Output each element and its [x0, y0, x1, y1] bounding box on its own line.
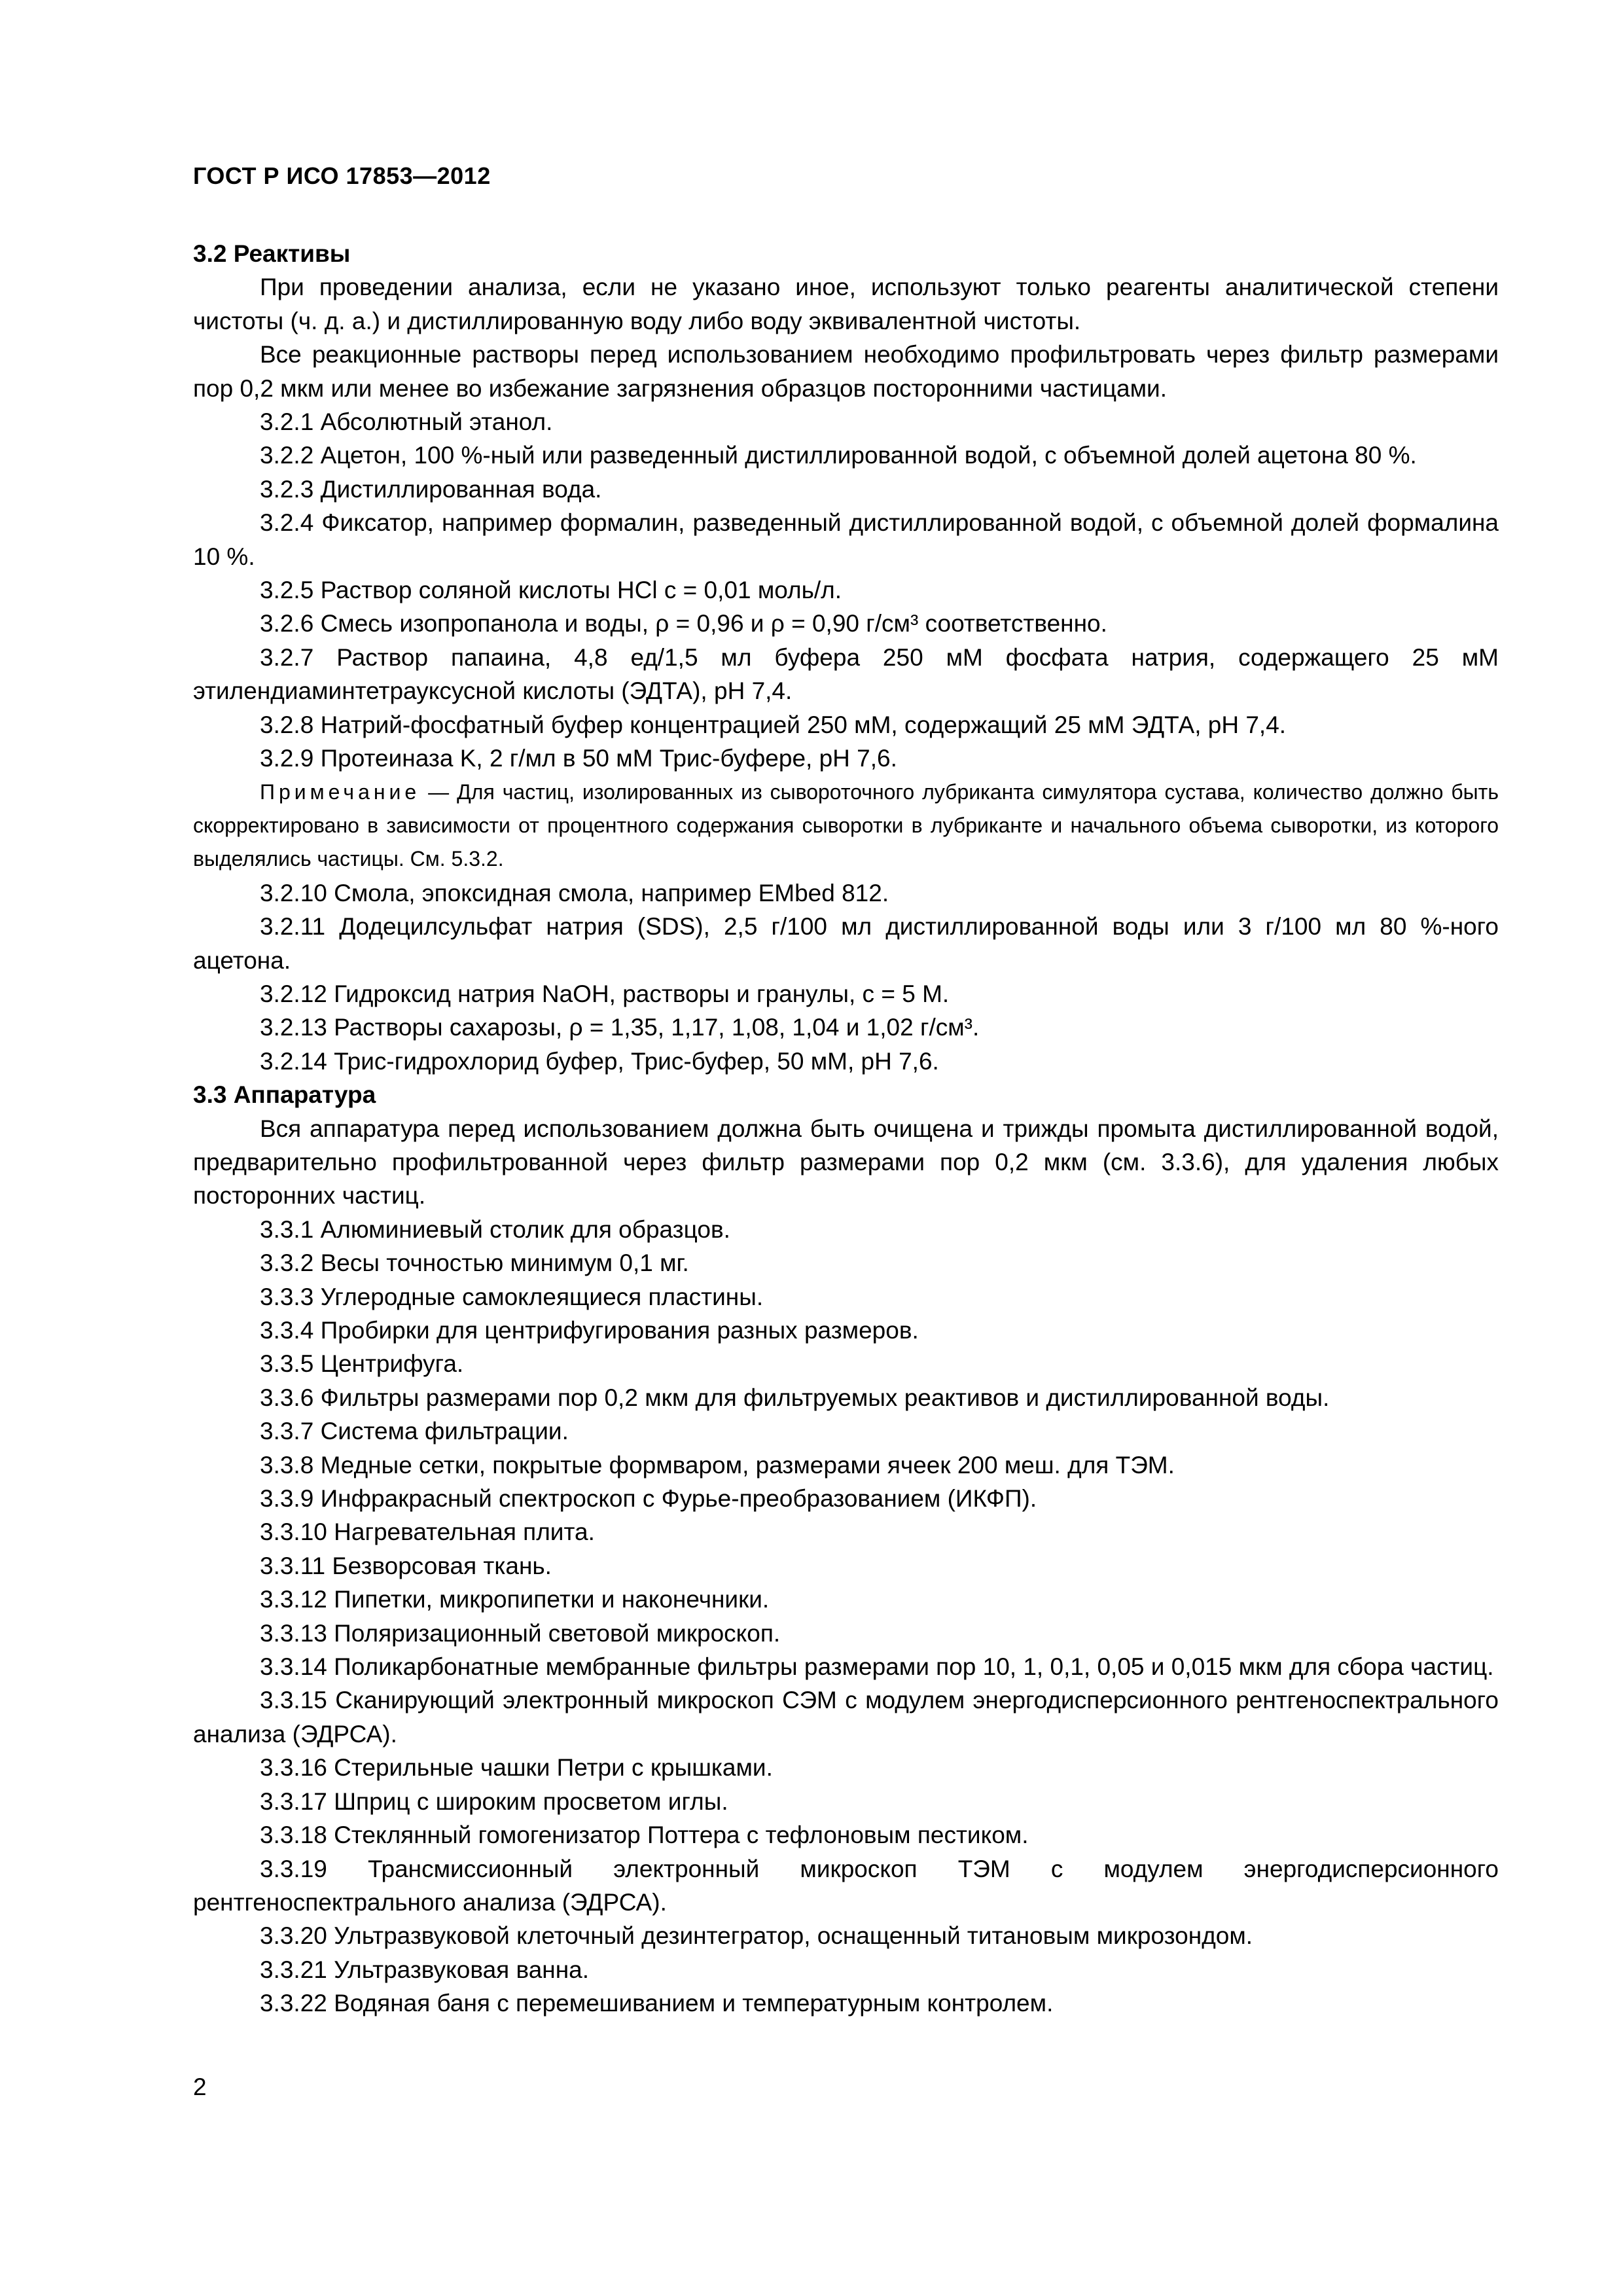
- note-text: — Для частиц, изолированных из сывороточного лубриканта симулятора сустава, количество должно быть скорректировано в зависимости от процентного содержания сыворотки в лубриканте и начального объема сыворотки, из которого выделялись частицы. См. 5.3.2.: [193, 780, 1499, 871]
- paragraph: Вся аппаратура перед использованием должна быть очищена и трижды промыта дистиллированной водой, предварительно профильтрованной через фильтр размерами пор 0,2 мкм (см. 3.3.6), для удаления любых посторонних частиц.: [193, 1115, 1499, 1210]
- list-item: 3.3.8 Медные сетки, покрытые формваром, размерами ячеек 200 меш. для ТЭМ.: [260, 1451, 1175, 1479]
- document-body: [193, 237, 1499, 2020]
- list-item: 3.2.2 Ацетон, 100 %-ный или разведенный дистиллированной водой, с объемной долей ацетона 80 %.: [260, 442, 1417, 469]
- list-item: 3.3.22 Водяная баня с перемешиванием и температурным контролем.: [260, 1990, 1054, 2017]
- list-item: 3.3.1 Алюминиевый столик для образцов.: [260, 1215, 730, 1243]
- page-number: 2: [193, 2073, 207, 2100]
- document-header: ГОСТ Р ИСО 17853—2012: [193, 162, 491, 189]
- list-item: 3.3.14 Поликарбонатные мембранные фильтры размерами пор 10, 1, 0,1, 0,05 и 0,015 мкм для сбора частиц.: [260, 1653, 1494, 1681]
- list-item: 3.3.9 Инфракрасный спектроскоп с Фурье-преобразованием (ИКФП).: [260, 1485, 1037, 1513]
- paragraph: Все реакционные растворы перед использованием необходимо профильтровать через фильтр размерами пор 0,2 мкм или менее во избежание загрязнения образцов посторонними частицами.: [193, 341, 1499, 402]
- list-item: 3.3.13 Поляризационный световой микроскоп.: [260, 1619, 781, 1647]
- list-item: 3.3.21 Ультразвуковая ванна.: [260, 1956, 590, 1983]
- list-item: 3.3.10 Нагревательная плита.: [260, 1518, 595, 1546]
- list-item: 3.2.4 Фиксатор, например формалин, разведенный дистиллированной водой, с объемной долей формалина 10 %.: [193, 509, 1499, 570]
- list-item: 3.3.2 Весы точностью минимум 0,1 мг.: [260, 1249, 689, 1277]
- list-item: 3.2.7 Раствор папаина, 4,8 ед/1,5 мл буфера 250 мМ фосфата натрия, содержащего 25 мМ этилендиаминтетрауксусной кислоты (ЭДТА), pH 7,4.: [193, 643, 1499, 705]
- list-item: 3.3.16 Стерильные чашки Петри с крышками.: [260, 1754, 773, 1782]
- list-item: 3.3.5 Центрифуга.: [260, 1350, 464, 1378]
- list-item: 3.3.19 Трансмиссионный электронный микроскоп ТЭМ с модулем энергодисперсионного рентгеноспектрального анализа (ЭДРСА).: [193, 1855, 1499, 1916]
- list-item: 3.3.20 Ультразвуковой клеточный дезинтегратор, оснащенный титановым микрозондом.: [260, 1922, 1253, 1950]
- list-item: 3.2.10 Смола, эпоксидная смола, например EMbed 812.: [260, 879, 889, 906]
- list-item: 3.2.12 Гидроксид натрия NaOH, растворы и гранулы, c = 5 М.: [260, 980, 950, 1007]
- list-item: 3.2.3 Дистиллированная вода.: [260, 475, 602, 503]
- section-heading-apparatus: 3.3 Аппаратура: [193, 1081, 376, 1109]
- list-item: 3.3.17 Шприц с широким просветом иглы.: [260, 1787, 728, 1815]
- list-item: 3.3.11 Безворсовая ткань.: [260, 1552, 552, 1579]
- list-item: 3.2.5 Раствор соляной кислоты HCl c = 0,01 моль/л.: [260, 577, 842, 604]
- list-item: 3.2.13 Растворы сахарозы, ρ = 1,35, 1,17, 1,08, 1,04 и 1,02 г/см³.: [260, 1014, 980, 1041]
- list-item: 3.2.11 Додецилсульфат натрия (SDS), 2,5 г/100 мл дистиллированной воды или 3 г/100 мл 80 %-ного ацетона.: [193, 913, 1499, 974]
- section-heading-reagents: 3.2 Реактивы: [193, 240, 351, 267]
- list-item: 3.2.14 Трис-гидрохлорид буфер, Трис-буфер, 50 мМ, pH 7,6.: [260, 1047, 939, 1075]
- list-item: 3.3.12 Пипетки, микропипетки и наконечники.: [260, 1586, 770, 1613]
- list-item: 3.3.3 Углеродные самоклеящиеся пластины.: [260, 1283, 764, 1310]
- list-item: 3.3.7 Система фильтрации.: [260, 1418, 569, 1445]
- list-item: 3.3.4 Пробирки для центрифугирования разных размеров.: [260, 1317, 919, 1344]
- list-item: 3.3.18 Стеклянный гомогенизатор Поттера с тефлоновым пестиком.: [260, 1821, 1029, 1849]
- list-item: 3.2.8 Натрий-фосфатный буфер концентрацией 250 мМ, содержащий 25 мМ ЭДТА, pH 7,4.: [260, 711, 1287, 738]
- paragraph: При проведении анализа, если не указано иное, используют только реагенты аналитической степени чистоты (ч. д. а.) и дистиллированную воду либо воду эквивалентной чистоты.: [193, 274, 1499, 334]
- note-label: Примечание: [260, 780, 421, 804]
- note: [193, 776, 1499, 876]
- list-item: 3.2.6 Смесь изопропанола и воды, ρ = 0,96 и ρ = 0,90 г/см³ соответственно.: [260, 610, 1107, 637]
- list-item: 3.3.15 Сканирующий электронный микроскоп СЭМ с модулем энергодисперсионного рентгеноспектрального анализа (ЭДРСА).: [193, 1687, 1499, 1748]
- list-item: 3.2.9 Протеиназа K, 2 г/мл в 50 мМ Трис-буфере, pH 7,6.: [260, 745, 897, 772]
- list-item: 3.2.1 Абсолютный этанол.: [260, 408, 553, 436]
- list-item: 3.3.6 Фильтры размерами пор 0,2 мкм для фильтруемых реактивов и дистиллированной воды.: [260, 1384, 1330, 1411]
